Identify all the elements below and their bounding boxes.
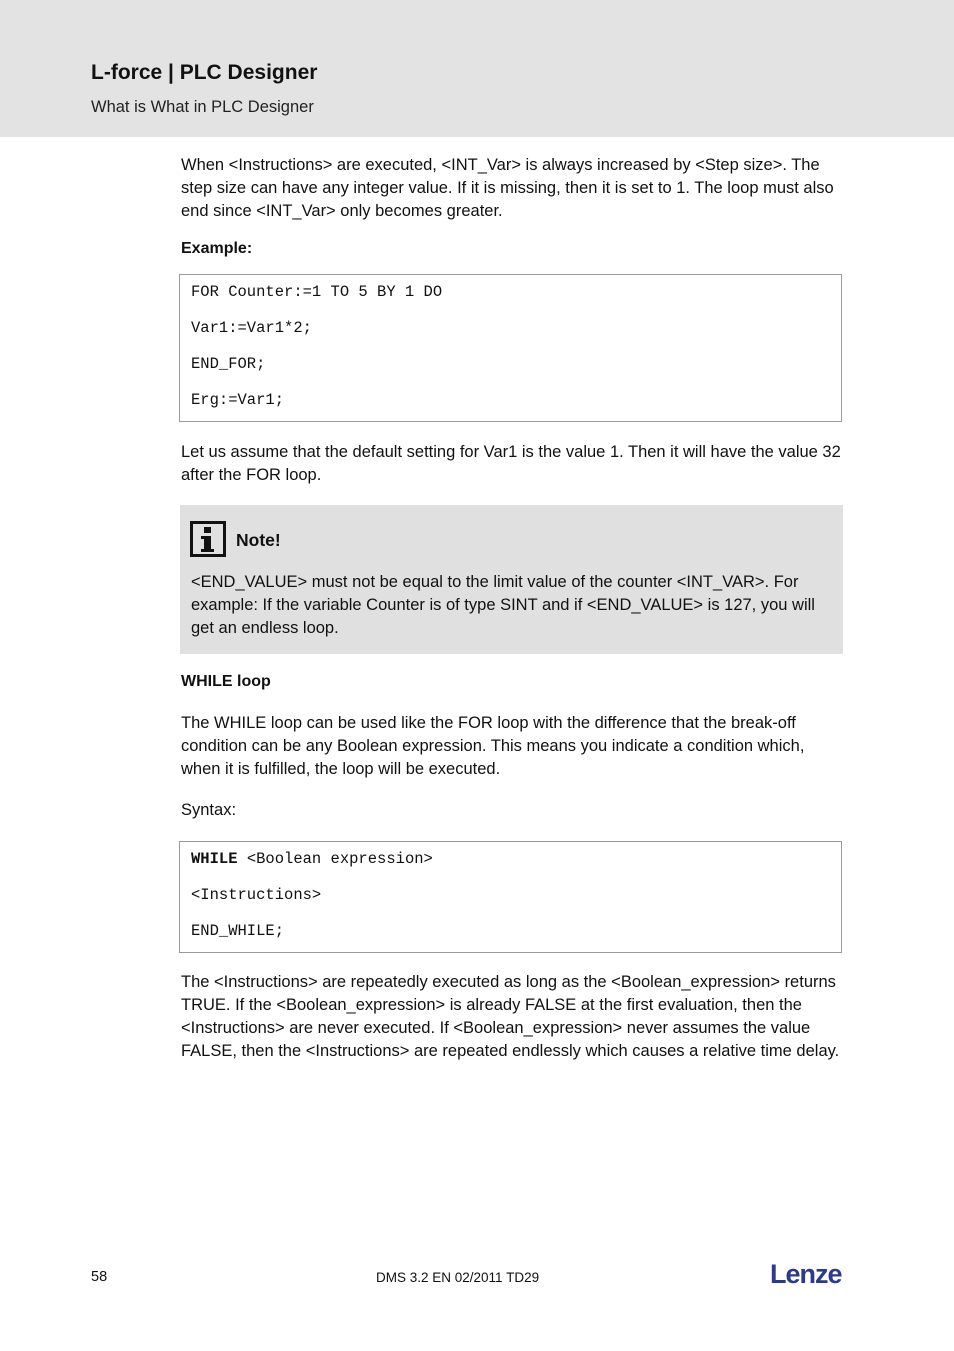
code-line: <Instructions>: [191, 886, 322, 904]
closing-paragraph: The <Instructions> are repeatedly executed as long as the <Boolean_expression> returns TRUE. If the <Boolean_expression> is already FALSE at the first evaluation, then the <Instructions> are never executed. If <Boolean_expression> never assumes the value FALSE, then the <Instructions> are repeated endlessly which causes a relative time delay.: [181, 973, 840, 1060]
page-number: 58: [91, 1269, 108, 1285]
document-id: DMS 3.2 EN 02/2011 TD29: [376, 1270, 540, 1285]
while-keyword: WHILE: [191, 850, 238, 868]
logo-text: Lenze: [770, 1259, 842, 1288]
code-line: Var1:=Var1*2;: [191, 319, 312, 337]
header-title: L-force | PLC Designer: [91, 61, 318, 84]
example-label: Example:: [181, 240, 253, 257]
code-line: END_FOR;: [191, 355, 266, 373]
note-box: [180, 505, 843, 654]
boolean-expression-text: <Boolean expression>: [237, 850, 433, 868]
code-line: [191, 850, 433, 868]
code-line: FOR Counter:=1 TO 5 BY 1 DO: [191, 283, 443, 301]
while-loop-heading: WHILE loop: [181, 673, 271, 690]
syntax-label: Syntax:: [181, 801, 237, 819]
while-paragraph: The WHILE loop can be used like the FOR loop with the difference that the break-off condition can be any Boolean expression. This means you indicate a condition which, when it is fulfilled, the loop will be executed.: [181, 714, 805, 778]
note-text: <END_VALUE> must not be equal to the limit value of the counter <INT_VAR>. For example: If the variable Counter is of type SINT and if <END_VALUE> is 127, you will get an endless loop.: [191, 573, 815, 637]
intro-paragraph: When <Instructions> are executed, <INT_Var> is always increased by <Step size>. The step size can have any integer value. If it is missing, then it is set to 1. The loop must also end since <INT_Var> only becomes greater.: [181, 156, 834, 220]
code-line: Erg:=Var1;: [191, 391, 285, 409]
assume-paragraph: Let us assume that the default setting for Var1 is the value 1. Then it will have the value 32 after the FOR loop.: [181, 443, 841, 484]
lenze-logo: [770, 1258, 850, 1288]
info-icon: [190, 521, 226, 557]
header-subtitle: What is What in PLC Designer: [91, 98, 314, 116]
page-header: [0, 0, 954, 137]
syntax-code-block: [179, 841, 842, 953]
code-line: END_WHILE;: [191, 922, 285, 940]
example-code-block: [179, 274, 842, 422]
note-title: Note!: [236, 530, 281, 550]
